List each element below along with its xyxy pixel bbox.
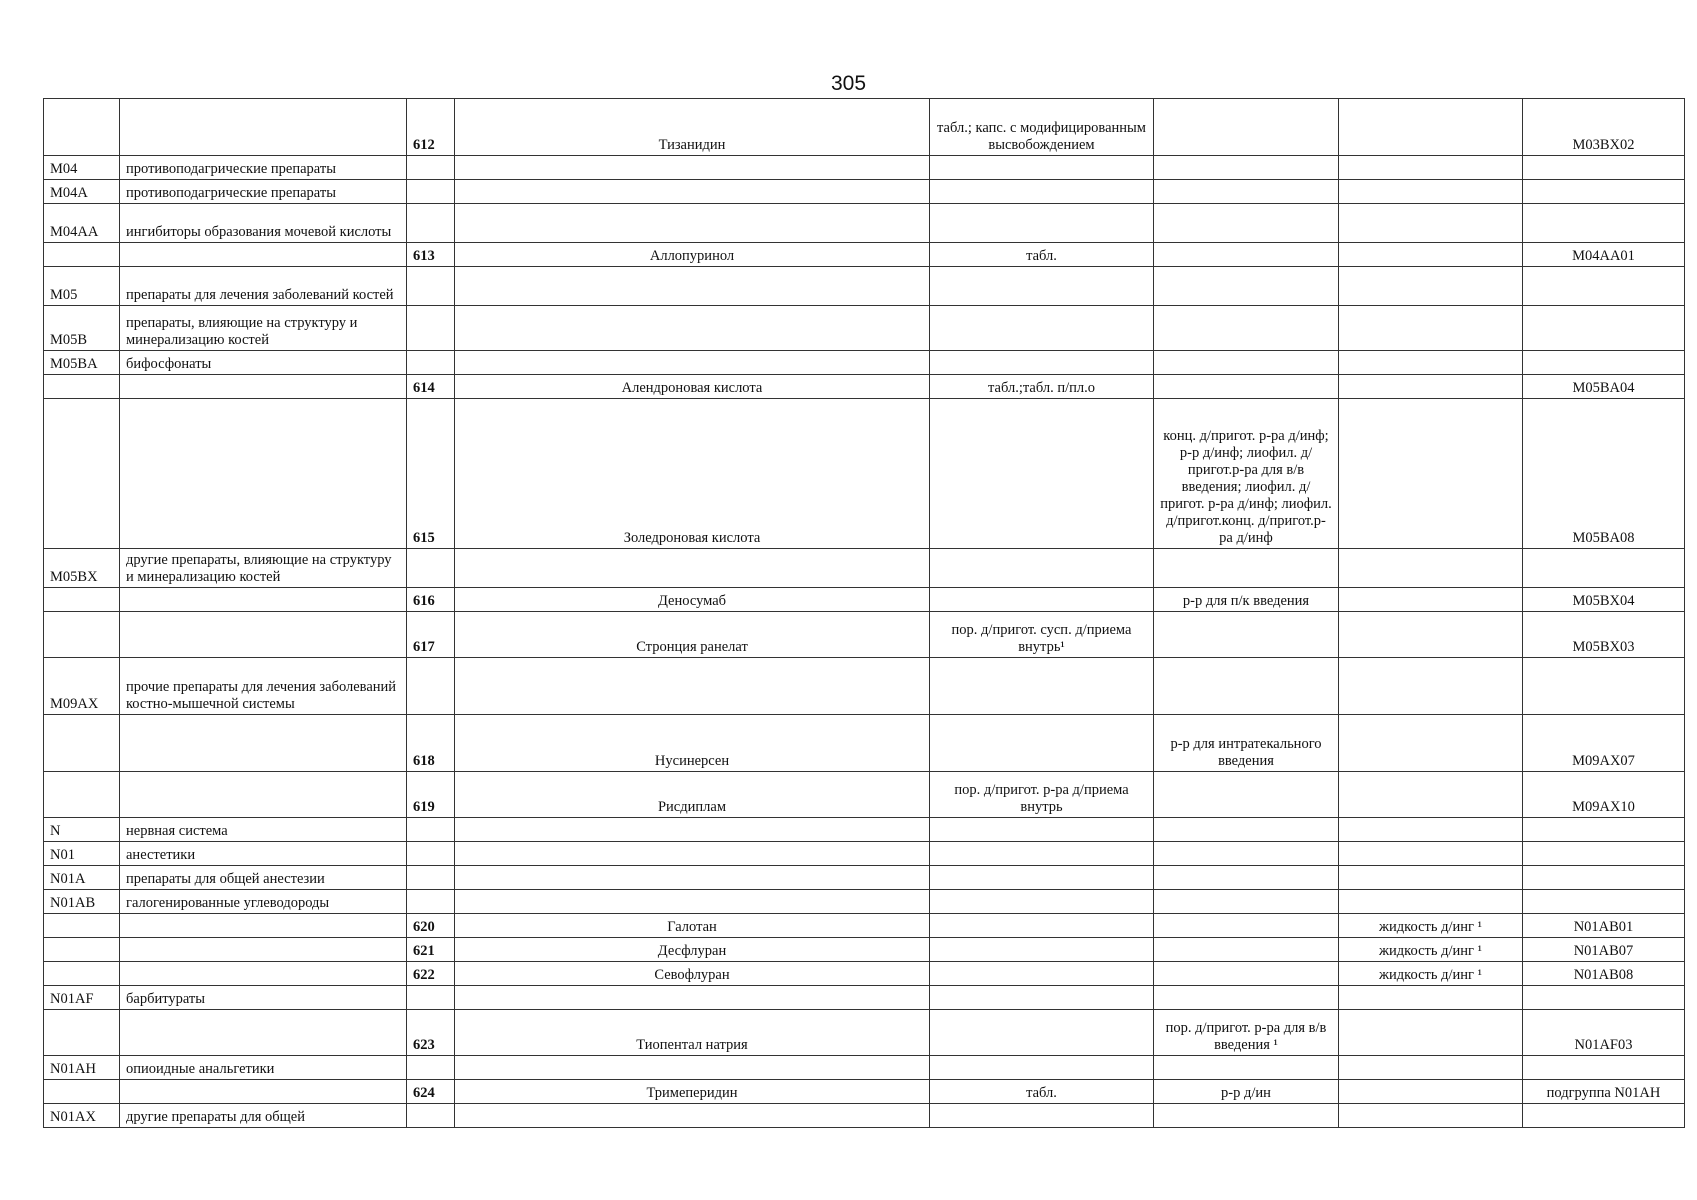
table-row — [44, 914, 1685, 938]
atc-code: M05BA04 — [1523, 375, 1685, 399]
dosage-form-other — [1339, 1104, 1523, 1128]
drug-name: Аллопуринол — [455, 243, 930, 267]
drug-name — [455, 180, 930, 204]
table-row — [44, 351, 1685, 375]
row-number — [407, 890, 455, 914]
dosage-form-main: табл.;табл. п/пл.о — [930, 375, 1154, 399]
dosage-form-other — [1339, 1056, 1523, 1080]
dosage-form-main — [930, 962, 1154, 986]
dosage-form-other — [1339, 267, 1523, 306]
dosage-form-hospital — [1154, 1104, 1339, 1128]
atc-code: N01AF03 — [1523, 1010, 1685, 1056]
dosage-form-main — [930, 1104, 1154, 1128]
drug-name: Рисдиплам — [455, 772, 930, 818]
dosage-form-hospital — [1154, 180, 1339, 204]
row-number — [407, 986, 455, 1010]
row-code — [44, 1010, 120, 1056]
row-group-name: ингибиторы образования мочевой кислоты — [120, 204, 407, 243]
dosage-form-main — [930, 351, 1154, 375]
row-group-name — [120, 243, 407, 267]
atc-code — [1523, 842, 1685, 866]
row-group-name: анестетики — [120, 842, 407, 866]
table-row — [44, 772, 1685, 818]
dosage-form-other: жидкость д/инг ¹ — [1339, 914, 1523, 938]
atc-code: N01AB08 — [1523, 962, 1685, 986]
row-group-name: нервная система — [120, 818, 407, 842]
row-group-name: препараты для лечения заболеваний костей — [120, 267, 407, 306]
dosage-form-main: табл. — [930, 243, 1154, 267]
table-row — [44, 658, 1685, 715]
atc-code — [1523, 986, 1685, 1010]
table-row — [44, 842, 1685, 866]
dosage-form-main — [930, 658, 1154, 715]
row-code: N01 — [44, 842, 120, 866]
atc-code — [1523, 267, 1685, 306]
dosage-form-main — [930, 549, 1154, 588]
drug-name: Нусинерсен — [455, 715, 930, 772]
dosage-form-main — [930, 267, 1154, 306]
table-row — [44, 1104, 1685, 1128]
dosage-form-other — [1339, 180, 1523, 204]
dosage-form-hospital — [1154, 375, 1339, 399]
dosage-form-main — [930, 1010, 1154, 1056]
dosage-form-main — [930, 914, 1154, 938]
drug-name — [455, 818, 930, 842]
dosage-form-other — [1339, 890, 1523, 914]
row-group-name: другие препараты для общей — [120, 1104, 407, 1128]
dosage-form-main — [930, 818, 1154, 842]
dosage-form-main — [930, 866, 1154, 890]
drug-name: Тизанидин — [455, 99, 930, 156]
drug-name — [455, 986, 930, 1010]
row-code: N01AH — [44, 1056, 120, 1080]
row-code — [44, 588, 120, 612]
dosage-form-other — [1339, 204, 1523, 243]
atc-code: N01AB07 — [1523, 938, 1685, 962]
atc-code — [1523, 866, 1685, 890]
row-number: 621 — [407, 938, 455, 962]
table-row — [44, 890, 1685, 914]
drug-name: Деносумаб — [455, 588, 930, 612]
drug-name — [455, 1056, 930, 1080]
dosage-form-hospital — [1154, 204, 1339, 243]
dosage-form-other — [1339, 306, 1523, 351]
row-code — [44, 99, 120, 156]
table-row — [44, 986, 1685, 1010]
row-group-name — [120, 588, 407, 612]
dosage-form-other — [1339, 818, 1523, 842]
atc-code: M05BX03 — [1523, 612, 1685, 658]
row-group-name: препараты для общей анестезии — [120, 866, 407, 890]
dosage-form-hospital — [1154, 772, 1339, 818]
dosage-form-hospital — [1154, 842, 1339, 866]
row-code: M05BX — [44, 549, 120, 588]
dosage-form-main — [930, 588, 1154, 612]
row-number: 617 — [407, 612, 455, 658]
row-group-name — [120, 772, 407, 818]
atc-code: M09AX07 — [1523, 715, 1685, 772]
row-code — [44, 243, 120, 267]
row-group-name: прочие препараты для лечения заболеваний костно-мышечной системы — [120, 658, 407, 715]
dosage-form-hospital — [1154, 549, 1339, 588]
table-row — [44, 267, 1685, 306]
dosage-form-other — [1339, 99, 1523, 156]
dosage-form-main — [930, 986, 1154, 1010]
dosage-form-hospital — [1154, 99, 1339, 156]
drug-name — [455, 890, 930, 914]
row-code — [44, 715, 120, 772]
atc-code — [1523, 1056, 1685, 1080]
row-code: N01AF — [44, 986, 120, 1010]
dosage-form-other — [1339, 156, 1523, 180]
row-number — [407, 1104, 455, 1128]
row-number — [407, 204, 455, 243]
dosage-form-other — [1339, 866, 1523, 890]
row-group-name — [120, 612, 407, 658]
table-row — [44, 399, 1685, 549]
row-code: M05BA — [44, 351, 120, 375]
dosage-form-hospital — [1154, 938, 1339, 962]
row-code — [44, 375, 120, 399]
row-code — [44, 938, 120, 962]
table-row — [44, 99, 1685, 156]
table-row — [44, 549, 1685, 588]
table-row — [44, 715, 1685, 772]
dosage-form-hospital: р-р для п/к введения — [1154, 588, 1339, 612]
dosage-form-hospital: конц. д/пригот. р-ра д/инф; р-р д/инф; лиофил. д/пригот.р-ра для в/в введения; лиофил. д/пригот. р-ра д/инф; лиофил. д/пригот.конц. д/пригот.р-ра д/инф — [1154, 399, 1339, 549]
drug-name — [455, 204, 930, 243]
dosage-form-other — [1339, 715, 1523, 772]
row-code: N01A — [44, 866, 120, 890]
dosage-form-hospital — [1154, 243, 1339, 267]
drug-name: Золедроновая кислота — [455, 399, 930, 549]
row-code — [44, 772, 120, 818]
row-number — [407, 306, 455, 351]
row-group-name: противоподагрические препараты — [120, 156, 407, 180]
drug-name — [455, 156, 930, 180]
dosage-form-main: пор. д/пригот. р-ра д/приема внутрь — [930, 772, 1154, 818]
atc-code: N01AB01 — [1523, 914, 1685, 938]
row-code — [44, 612, 120, 658]
table-row — [44, 962, 1685, 986]
atc-code — [1523, 1104, 1685, 1128]
dosage-form-hospital — [1154, 306, 1339, 351]
drug-list-table — [43, 98, 1685, 1128]
atc-code: M05BX04 — [1523, 588, 1685, 612]
table-row — [44, 1080, 1685, 1104]
dosage-form-other — [1339, 842, 1523, 866]
row-group-name — [120, 375, 407, 399]
atc-code: M05BA08 — [1523, 399, 1685, 549]
row-group-name — [120, 399, 407, 549]
row-code: M04 — [44, 156, 120, 180]
row-group-name: другие препараты, влияющие на структуру и минерализацию костей — [120, 549, 407, 588]
row-group-name: препараты, влияющие на структуру и минерализацию костей — [120, 306, 407, 351]
dosage-form-main — [930, 938, 1154, 962]
drug-name: Тиопентал натрия — [455, 1010, 930, 1056]
row-number: 613 — [407, 243, 455, 267]
row-group-name — [120, 1080, 407, 1104]
dosage-form-other — [1339, 1080, 1523, 1104]
dosage-form-hospital — [1154, 890, 1339, 914]
table-row — [44, 1010, 1685, 1056]
atc-code: подгруппа N01AH — [1523, 1080, 1685, 1104]
row-code: M04A — [44, 180, 120, 204]
dosage-form-main — [930, 1056, 1154, 1080]
drug-name: Стронция ранелат — [455, 612, 930, 658]
drug-name: Тримеперидин — [455, 1080, 930, 1104]
table-row — [44, 612, 1685, 658]
row-code: M09AX — [44, 658, 120, 715]
table-row — [44, 938, 1685, 962]
table-row — [44, 866, 1685, 890]
row-code: M05 — [44, 267, 120, 306]
atc-code: M09AX10 — [1523, 772, 1685, 818]
atc-code — [1523, 180, 1685, 204]
row-group-name — [120, 962, 407, 986]
dosage-form-main: табл. — [930, 1080, 1154, 1104]
dosage-form-other — [1339, 351, 1523, 375]
row-number: 612 — [407, 99, 455, 156]
row-number — [407, 180, 455, 204]
row-number: 623 — [407, 1010, 455, 1056]
row-code — [44, 914, 120, 938]
drug-name — [455, 842, 930, 866]
row-group-name — [120, 1010, 407, 1056]
row-code — [44, 399, 120, 549]
dosage-form-hospital: р-р д/ин — [1154, 1080, 1339, 1104]
row-number — [407, 818, 455, 842]
row-number — [407, 866, 455, 890]
drug-name — [455, 658, 930, 715]
table-row — [44, 243, 1685, 267]
dosage-form-hospital: пор. д/пригот. р-ра для в/в введения ¹ — [1154, 1010, 1339, 1056]
dosage-form-hospital — [1154, 866, 1339, 890]
row-number: 615 — [407, 399, 455, 549]
row-number — [407, 156, 455, 180]
row-number: 619 — [407, 772, 455, 818]
dosage-form-hospital — [1154, 1056, 1339, 1080]
table-row — [44, 204, 1685, 243]
dosage-form-other: жидкость д/инг ¹ — [1339, 962, 1523, 986]
atc-code: M04AA01 — [1523, 243, 1685, 267]
dosage-form-main — [930, 890, 1154, 914]
dosage-form-hospital — [1154, 818, 1339, 842]
atc-code — [1523, 890, 1685, 914]
row-number: 624 — [407, 1080, 455, 1104]
table-row — [44, 588, 1685, 612]
dosage-form-hospital — [1154, 658, 1339, 715]
dosage-form-main — [930, 715, 1154, 772]
row-number — [407, 842, 455, 866]
dosage-form-other — [1339, 243, 1523, 267]
row-code — [44, 1080, 120, 1104]
table-row — [44, 1056, 1685, 1080]
row-code: N01AX — [44, 1104, 120, 1128]
dosage-form-other — [1339, 375, 1523, 399]
atc-code — [1523, 549, 1685, 588]
drug-name: Севофлуран — [455, 962, 930, 986]
row-number: 618 — [407, 715, 455, 772]
atc-code — [1523, 306, 1685, 351]
row-group-name: галогенированные углеводороды — [120, 890, 407, 914]
row-group-name: барбитураты — [120, 986, 407, 1010]
row-number: 620 — [407, 914, 455, 938]
dosage-form-hospital — [1154, 267, 1339, 306]
row-code: N01AB — [44, 890, 120, 914]
atc-code — [1523, 658, 1685, 715]
row-number: 616 — [407, 588, 455, 612]
dosage-form-hospital — [1154, 962, 1339, 986]
row-number — [407, 549, 455, 588]
row-code: N — [44, 818, 120, 842]
drug-name — [455, 549, 930, 588]
dosage-form-main — [930, 180, 1154, 204]
table-row — [44, 818, 1685, 842]
dosage-form-other — [1339, 612, 1523, 658]
row-number: 614 — [407, 375, 455, 399]
dosage-form-hospital — [1154, 612, 1339, 658]
row-group-name — [120, 914, 407, 938]
dosage-form-main — [930, 306, 1154, 351]
drug-name: Алендроновая кислота — [455, 375, 930, 399]
row-group-name: противоподагрические препараты — [120, 180, 407, 204]
dosage-form-other — [1339, 772, 1523, 818]
row-group-name — [120, 938, 407, 962]
dosage-form-main — [930, 204, 1154, 243]
row-number — [407, 351, 455, 375]
table-row — [44, 156, 1685, 180]
dosage-form-other — [1339, 399, 1523, 549]
drug-name — [455, 306, 930, 351]
drug-name — [455, 866, 930, 890]
atc-code — [1523, 351, 1685, 375]
row-code — [44, 962, 120, 986]
dosage-form-other: жидкость д/инг ¹ — [1339, 938, 1523, 962]
dosage-form-main: табл.; капс. с модифицированным высвобождением — [930, 99, 1154, 156]
row-number — [407, 1056, 455, 1080]
dosage-form-main — [930, 156, 1154, 180]
dosage-form-main: пор. д/пригот. сусп. д/приема внутрь¹ — [930, 612, 1154, 658]
atc-code — [1523, 156, 1685, 180]
row-number: 622 — [407, 962, 455, 986]
dosage-form-main — [930, 842, 1154, 866]
dosage-form-other — [1339, 986, 1523, 1010]
dosage-form-hospital — [1154, 986, 1339, 1010]
row-number — [407, 267, 455, 306]
dosage-form-hospital — [1154, 914, 1339, 938]
drug-name: Десфлуран — [455, 938, 930, 962]
row-code: M05B — [44, 306, 120, 351]
dosage-form-other — [1339, 658, 1523, 715]
row-number — [407, 658, 455, 715]
row-group-name — [120, 715, 407, 772]
row-code: M04AA — [44, 204, 120, 243]
table-row — [44, 306, 1685, 351]
row-group-name: бифосфонаты — [120, 351, 407, 375]
dosage-form-hospital — [1154, 156, 1339, 180]
dosage-form-other — [1339, 1010, 1523, 1056]
table-row — [44, 180, 1685, 204]
row-group-name: опиоидные анальгетики — [120, 1056, 407, 1080]
dosage-form-main — [930, 399, 1154, 549]
table-row — [44, 375, 1685, 399]
atc-code — [1523, 818, 1685, 842]
atc-code: M03BX02 — [1523, 99, 1685, 156]
dosage-form-other — [1339, 588, 1523, 612]
drug-name — [455, 351, 930, 375]
atc-code — [1523, 204, 1685, 243]
drug-name: Галотан — [455, 914, 930, 938]
row-group-name — [120, 99, 407, 156]
page-number: 305 — [830, 72, 867, 95]
drug-name — [455, 267, 930, 306]
dosage-form-other — [1339, 549, 1523, 588]
dosage-form-hospital — [1154, 351, 1339, 375]
drug-name — [455, 1104, 930, 1128]
dosage-form-hospital: р-р для интратекального введения — [1154, 715, 1339, 772]
